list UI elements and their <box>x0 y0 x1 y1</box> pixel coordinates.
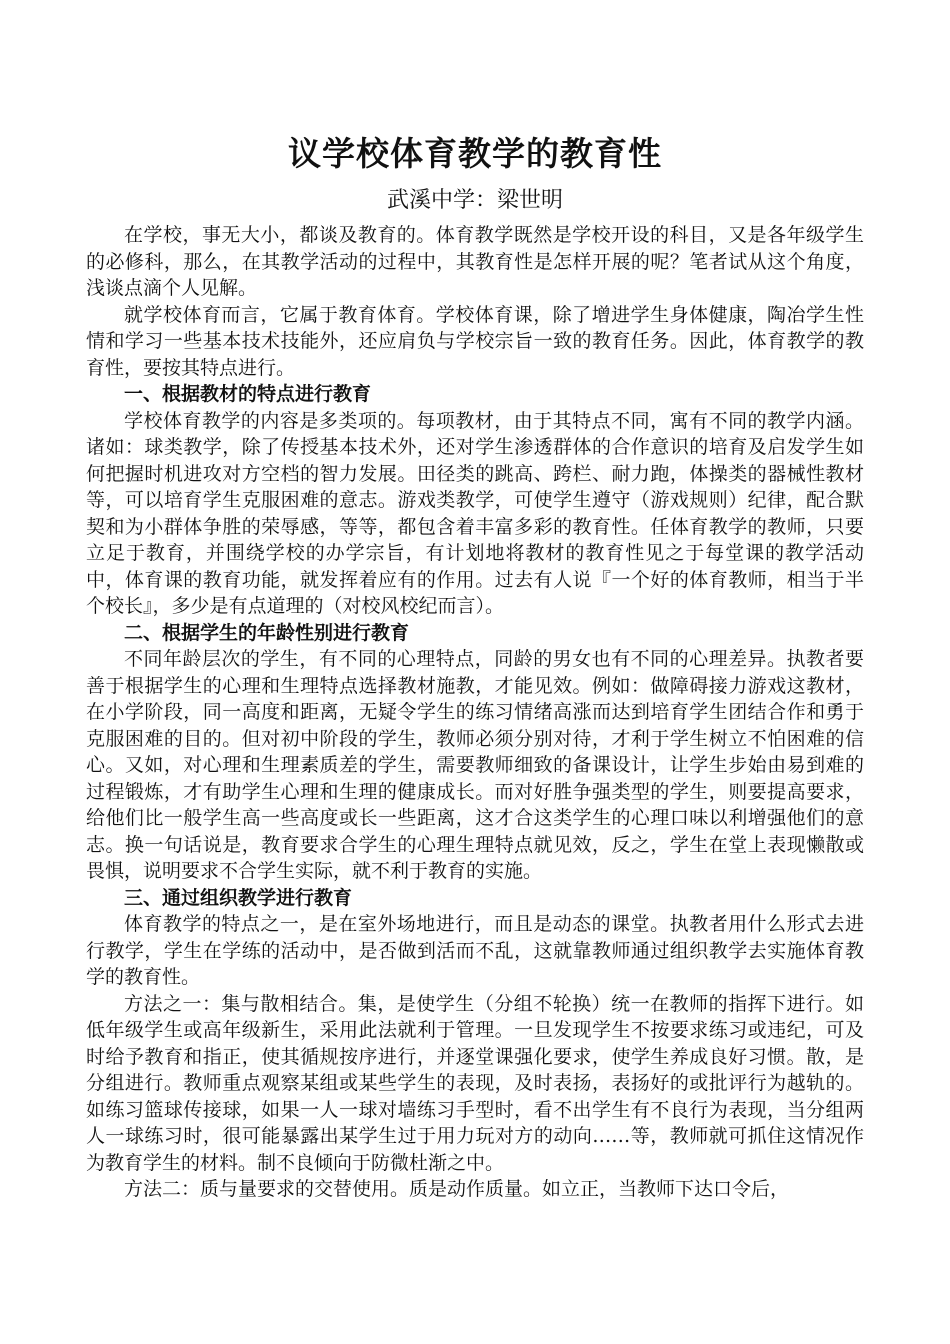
body-paragraph: 方法之一：集与散相结合。集，是使学生（分组不轮换）统一在教师的指挥下进行。如低年级学生或高年级新生，采用此法就利于管理。一旦发现学生不按要求练习或违纪，可及时给予教育和指正，使其循规按序进行，并逐堂课强化要求，使学生养成良好习惯。散，是分组进行。教师重点观察某组或某些学生的表现，及时表扬，表扬好的或批评行为越轨的。如练习篮球传接球，如果一人一球对墙练习手型时，看不出学生有不良行为表现，当分组两人一球练习时，很可能暴露出某学生过于用力玩对方的动向……等，教师就可抓住这情况作为教育学生的材料。制不良倾向于防微杜渐之中。 <box>86 992 864 1174</box>
body-paragraph: 体育教学的特点之一，是在室外场地进行，而且是动态的课堂。执教者用什么形式去进行教学，学生在学练的活动中，是否做到活而不乱，这就靠教师通过组织教学去实施体育教学的教育性。 <box>86 913 864 988</box>
section-heading: 一、根据教材的特点进行教育 <box>124 383 372 405</box>
body-paragraph: 不同年龄层次的学生，有不同的心理特点，同龄的男女也有不同的心理差异。执教者要善于根据学生的心理和生理特点选择教材施教，才能见效。例如：做障碍接力游戏这教材，在小学阶段，同一高度和距离，无疑令学生的练习情绪高涨而达到培育学生团结合作和勇于克服困难的目的。但对初中阶段的学生，教师必须分别对待，才利于学生树立不怕困难的信心。又如，对心理和生理素质差的学生，需要教师细致的备课设计，让学生步始由易到难的过程锻炼，才有助学生心理和生理的健康成长。而对好胜争强类型的学生，则要提高要求，给他们比一般学生高一些高度或长一些距离，这才合这类学生的心理口味以利增强他们的意志。换一句话说是，教育要求合学生的心理生理特点就见效，反之，学生在堂上表现懒散或畏惧，说明要求不合学生实际，就不利于教育的实施。 <box>86 648 864 882</box>
document-title: 议学校体育教学的教育性 <box>288 134 662 173</box>
document-body <box>86 222 864 1203</box>
document-author: 武溪中学：梁世明 <box>386 188 563 213</box>
section-heading: 三、通过组织教学进行教育 <box>124 886 353 909</box>
body-paragraph: 就学校体育而言，它属于教育体育。学校体育课，除了增进学生身体健康，陶冶学生性情和学习一些基本技术技能外，还应肩负与学校宗旨一致的教育任务。因此，体育教学的教育性，要按其特点进行。 <box>86 303 864 379</box>
section-heading: 二、根据学生的年龄性别进行教育 <box>124 621 410 644</box>
body-paragraph: 方法二：质与量要求的交替使用。质是动作质量。如立正，当教师下达口令后， <box>124 1178 790 1200</box>
body-paragraph: 学校体育教学的内容是多类项的。每项教材，由于其特点不同，寓有不同的教学内涵。诸如：球类教学，除了传授基本技术外，还对学生渗透群体的合作意识的培育及启发学生如何把握时机进攻对方空档的智力发展。田径类的跳高、跨栏、耐力跑，体操类的器械性教材等，可以培育学生克服困难的意志。游戏类教学，可使学生遵守（游戏规则）纪律，配合默契和为小群体争胜的荣辱感，等等，都包含着丰富多彩的教育性。任体育教学的教师，只要立足于教育，并围绕学校的办学宗旨，有计划地将教材的教育性见之于每堂课的教学活动中，体育课的教育功能，就发挥着应有的作用。过去有人说『一个好的体育教师，相当于半个校长』，多少是有点道理的（对校风校纪而言）。 <box>86 409 864 617</box>
body-paragraph: 在学校，事无大小，都谈及教育的。体育教学既然是学校开设的科目，又是各年级学生的必修科，那么，在其教学活动的过程中，其教育性是怎样开展的呢？笔者试从这个角度，浅谈点滴个人见解。 <box>86 224 864 299</box>
